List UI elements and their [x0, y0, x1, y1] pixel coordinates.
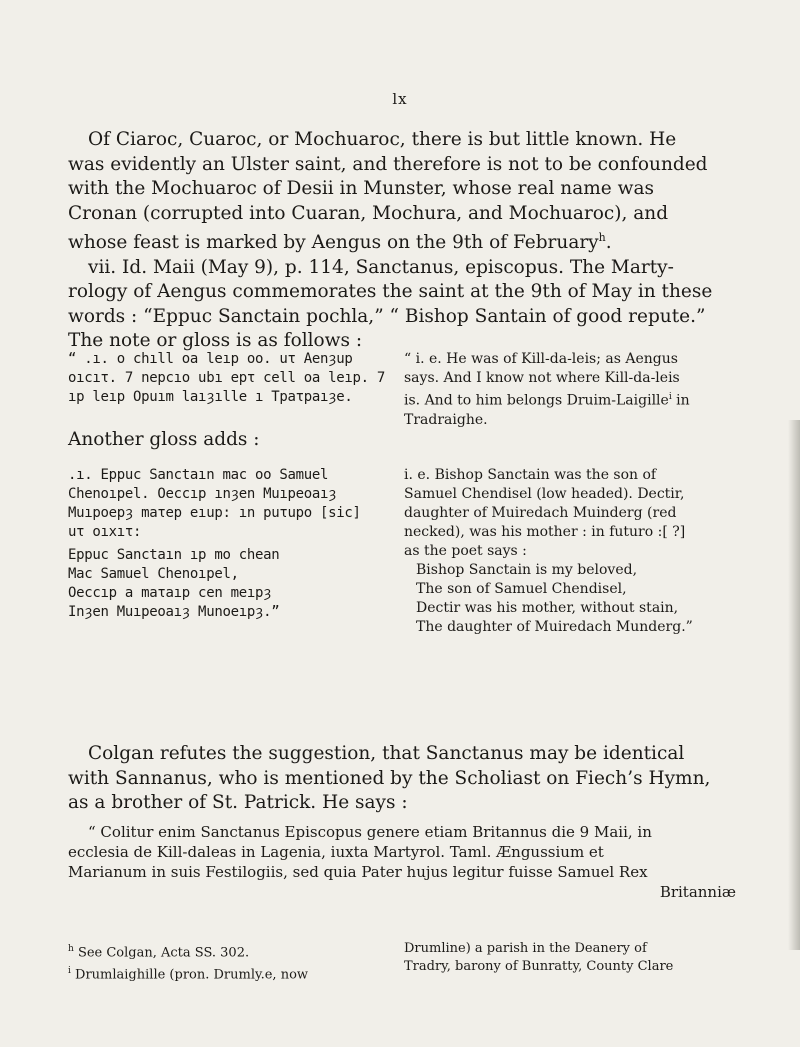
- verse-line: Mac Samuel Chenoıpel,: [68, 566, 239, 582]
- irish-line: ıp leıp Opuım laıȝılle ı Τpaτpaıȝe.: [68, 389, 353, 405]
- gloss-irish-2: [68, 466, 361, 622]
- english-line: Samuel Chendisel (low headed). Dectir,: [404, 486, 685, 502]
- gloss-irish-1: [68, 350, 386, 407]
- text-line: with Sannanus, who is mentioned by the Scholiast on Fiech’s Hymn,: [68, 767, 711, 789]
- irish-line: Chenoıpel. Oeccıp ınȝen Muıpeoaıȝ: [68, 486, 337, 502]
- irish-line: uτ oıxıτ:: [68, 524, 142, 540]
- footnote-text: Drumline) a parish in the Deanery of: [404, 941, 647, 956]
- text-fragment: whose feast is marked by Aengus on the 9th of February: [68, 232, 599, 254]
- english-line: says. And I know not where Kill-da-leis: [404, 370, 680, 386]
- latin-quotation: [68, 822, 736, 902]
- text-line: Colgan refutes the suggestion, that Sanctanus may be identical: [88, 743, 685, 764]
- footnote-h: [68, 940, 388, 962]
- text-line: The note or gloss is as follows :: [68, 330, 363, 352]
- text-fragment: in: [671, 392, 690, 409]
- english-line: necked), was his mother : in futuro :[ ?]: [404, 524, 686, 540]
- verse-line: The daughter of Muiredach Munderg.”: [416, 619, 693, 635]
- english-line: [404, 388, 734, 411]
- footnotes-right: [404, 940, 744, 976]
- english-line: i. e. Bishop Sanctain was the son of: [404, 467, 657, 483]
- footnote-text: Tradry, barony of Bunratty, County Clare: [404, 959, 674, 974]
- gloss-english-1: [404, 350, 734, 430]
- english-line: Tradraighe.: [404, 411, 488, 428]
- text-line: with the Mochuaroc of Desii in Munster, whose real name was: [68, 178, 654, 199]
- latin-line: ecclesia de Kill-daleas in Lagenia, iuxta Martyrol. Taml. Ængussium et: [68, 843, 604, 861]
- verse-line: Bishop Sanctain is my beloved,: [416, 562, 638, 578]
- footnote-i: [68, 962, 388, 984]
- irish-line: .ı. Eppuc Sanctaın mac oo Samuel: [68, 467, 329, 483]
- text-line: Of Ciaroc, Cuaroc, or Mochuaroc, there is but little known. He: [88, 129, 677, 150]
- english-line: daughter of Muiredach Muinderg (red: [404, 505, 677, 521]
- latin-line: Britanniæ: [659, 883, 736, 901]
- english-line: “ i. e. He was of Kill-da-leis; as Aengus: [404, 351, 678, 367]
- irish-line: Muıpoepȝ maτep eıup: ın puτupo [sic]: [68, 505, 361, 521]
- footnote-mark: i: [68, 966, 71, 977]
- latin-line: Marianum in suis Festilogiis, sed quia Pater hujus legitur fuisse Samuel Rex: [68, 863, 648, 881]
- text-line: as a brother of St. Patrick. He says :: [68, 792, 408, 813]
- verse-line: Inȝen Muıpeoaıȝ Munoeıpȝ.”: [68, 604, 280, 620]
- verse-line: The son of Samuel Chendisel,: [416, 581, 627, 597]
- english-line: as the poet says :: [404, 543, 527, 559]
- footnotes-left: [68, 940, 388, 985]
- page-edge-shadow: [788, 420, 800, 950]
- text-line: was evidently an Ulster saint, and therefore is not to be confounded: [68, 153, 708, 175]
- footnote-text: Drumlaighille (pron. Drumly.e, now: [75, 967, 309, 983]
- verse-line: Oeccıp a maτaıp cen meıpȝ: [68, 585, 272, 601]
- footnote-ref-i: i: [668, 392, 672, 402]
- footnote-mark: h: [68, 944, 74, 954]
- text-line: vii. Id. Maii (May 9), p. 114, Sanctanus, episcopus. The Marty-: [88, 256, 674, 278]
- footnote-text: See Colgan, Acta SS. 302.: [77, 945, 250, 961]
- page-number: lx: [392, 90, 408, 108]
- gloss-english-2: [404, 466, 734, 637]
- paragraph-ciaroc: [68, 128, 736, 354]
- irish-line: oıcıτ. 7 nepcıo ubı epτ cell oa leıp. 7: [68, 370, 386, 386]
- latin-line: “ Colitur enim Sanctanus Episcopus genere etiam Britannus die 9 Maii, in: [88, 823, 652, 841]
- verse-line: Dectir was his mother, without stain,: [416, 600, 679, 616]
- text-line: Cronan (corrupted into Cuaran, Mochura, and Mochuaroc), and: [68, 202, 669, 224]
- text-line: words : “Eppuc Sanctain pochla,” “ Bishop Santain of good repute.”: [68, 305, 706, 327]
- footnote-ref-h: h: [598, 231, 606, 244]
- paragraph-colgan: [68, 742, 736, 816]
- text-fragment: is. And to him belongs Druim-Laigille: [404, 392, 669, 409]
- verse-line: Eppuc Sanctaın ıp mo chean: [68, 547, 280, 563]
- section-heading: Another gloss adds :: [68, 429, 260, 450]
- text-line: whose feast is marked by Aengus on the 9th of February$^h$.: [68, 231, 612, 254]
- text-line: rology of Aengus commemorates the saint at the 9th of May in these: [68, 281, 713, 303]
- irish-line: “ .ı. o chıll oa leıp oo. uτ Aenȝup: [68, 351, 353, 367]
